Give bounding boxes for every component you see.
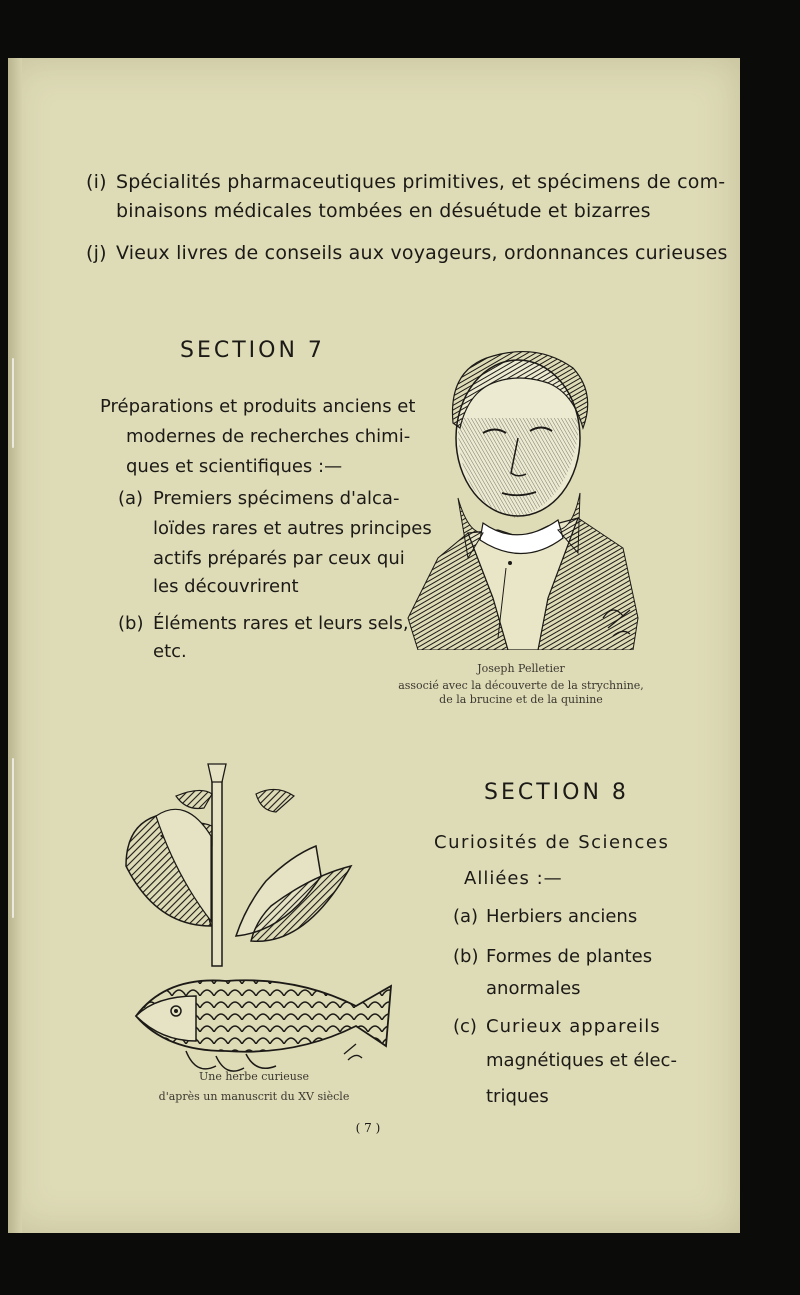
section-7-intro-line-3: ques et scientifiques :— (126, 456, 343, 477)
list-item-i-line-2: binaisons médicales tombées en désuétude et bizarres (116, 200, 651, 222)
section-8-item-c-label: (c) (453, 1016, 477, 1037)
section-8-item-c-line-1: Curieux appareils (486, 1016, 661, 1037)
section-8-item-c-line-2: magnétiques et élec- (486, 1050, 677, 1071)
portrait-caption-name: Joseph Pelletier (477, 662, 565, 675)
page-number: ( 7 ) (355, 1121, 381, 1135)
section-8-intro-line-2: Alliées :— (464, 868, 563, 889)
section-7-item-a-line-3: actifs préparés par ceux qui (153, 548, 405, 569)
section-7-item-a-line-1: Premiers spécimens d'alca- (153, 488, 400, 509)
binding-thread (12, 758, 14, 918)
list-item-i-line-1: Spécialités pharmaceutiques primitives, et spécimens de com- (116, 171, 726, 193)
section-8-item-c-line-3: triques (486, 1086, 549, 1107)
document-page (8, 58, 740, 1233)
list-item-j-label: (j) (86, 242, 107, 264)
section-7-item-b-line-2: etc. (153, 641, 187, 662)
section-8-item-a-label: (a) (453, 906, 479, 927)
herb-fish-woodcut (116, 756, 401, 1078)
section-7-intro-line-2: modernes de recherches chimi- (126, 426, 411, 447)
section-7-intro-line-1: Préparations et produits anciens et (100, 396, 416, 417)
section-8-item-b-label: (b) (453, 946, 479, 967)
herb-caption-line-1: Une herbe curieuse (198, 1070, 310, 1083)
section-8-item-b-line-2: anormales (486, 978, 581, 999)
section-8-item-b-line-1: Formes de plantes (486, 946, 653, 967)
binding-thread (12, 358, 14, 448)
herb-caption-line-2: d'après un manuscrit du XV siècle (158, 1090, 350, 1103)
section-7-item-a-line-4: les découvrirent (153, 576, 299, 597)
list-item-j-line-1: Vieux livres de conseils aux voyageurs, ordonnances curieuses (116, 242, 728, 264)
section-7-item-b-line-1: Éléments rares et leurs sels, (153, 613, 409, 634)
section-8-intro-line-1: Curiosités de Sciences (434, 832, 670, 853)
portrait-engraving (398, 298, 648, 650)
section-8-heading: SECTION 8 (484, 780, 629, 805)
list-item-i-label: (i) (86, 171, 107, 193)
portrait-caption-line-2: de la brucine et de la quinine (439, 693, 603, 706)
section-8-item-a-line-1: Herbiers anciens (486, 906, 638, 927)
section-7-item-a-label: (a) (118, 488, 144, 509)
section-7-heading: SECTION 7 (180, 338, 325, 363)
section-7-item-b-label: (b) (118, 613, 144, 634)
portrait-caption-line-1: associé avec la découverte de la strychnine, (398, 679, 644, 692)
section-7-item-a-line-2: loïdes rares et autres principes (153, 518, 432, 539)
binding-edge (8, 58, 22, 1233)
